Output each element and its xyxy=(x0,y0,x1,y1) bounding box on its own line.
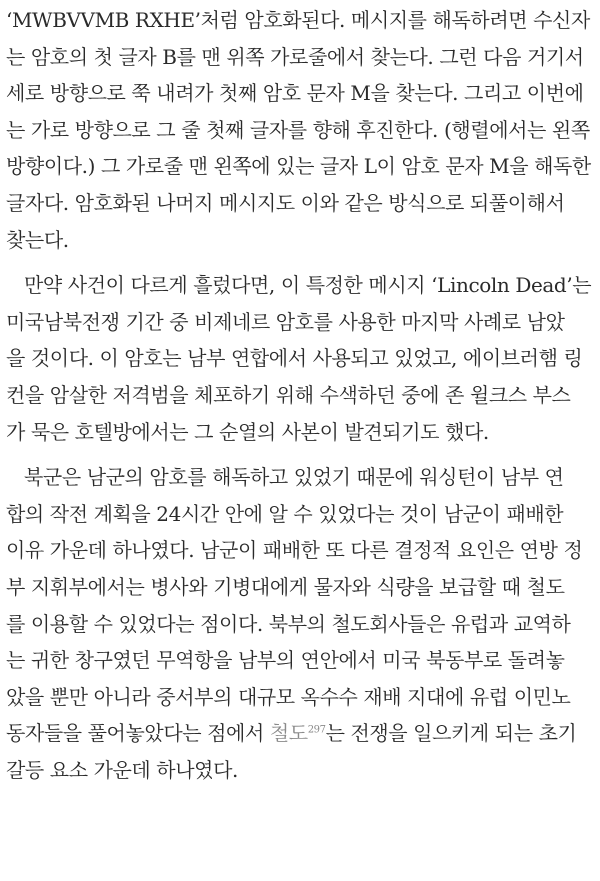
text-line: 북군은 남군의 암호를 해독하고 있었기 때문에 워싱턴이 남부 연 xyxy=(24,465,564,490)
text-line: 글자다. 암호화된 나머지 메시지도 이와 같은 방식으로 되풀이해서 xyxy=(6,190,565,215)
paragraph-spacer xyxy=(6,258,594,267)
paragraph-spacer xyxy=(6,450,594,459)
text-line-with-footnote xyxy=(6,715,594,752)
text-line: 부 지휘부에서는 병사와 기병대에게 물자와 식량을 보급할 때 철도 xyxy=(6,574,565,599)
text-line: 을 것이다. 이 암호는 남부 연합에서 사용되고 있었고, 에이브러햄 링 xyxy=(6,346,583,371)
book-page xyxy=(6,2,594,788)
text-line: 는 암호의 첫 글자 B를 맨 위쪽 가로줄에서 찾는다. 그런 다음 거기서 xyxy=(6,44,584,69)
text-line: 가 묵은 호텔방에서는 그 순열의 사본이 발견되기도 했다. xyxy=(6,419,489,444)
text-line: 미국남북전쟁 기간 중 비제네르 암호를 사용한 마지막 사례로 남았 xyxy=(6,309,565,334)
text-line: 세로 방향으로 쭉 내려가 첫째 암호 문자 M을 찾는다. 그리고 이번에 xyxy=(6,81,584,106)
text-line: 는 귀한 창구였던 무역항을 남부의 연안에서 미국 북동부로 돌려놓 xyxy=(6,648,565,673)
text-line: 방향이다.) 그 가로줄 맨 왼쪽에 있는 글자 L이 암호 문자 M을 해독한 xyxy=(6,154,591,179)
text-segment: 동자들을 풀어놓았다는 점에서 xyxy=(6,721,270,746)
paragraph-3 xyxy=(6,459,594,788)
text-line: 는 가로 방향으로 그 줄 첫째 글자를 향해 후진한다. (행렬에서는 왼쪽 xyxy=(6,117,590,142)
text-line: 합의 작전 계획을 24시간 안에 알 수 있었다는 것이 남군이 패배한 xyxy=(6,501,564,526)
text-line: 갈등 요소 가운데 하나였다. xyxy=(6,757,238,782)
text-line: ‘MWBVVMB RXHE’처럼 암호화된다. 메시지를 해독하려면 수신자 xyxy=(6,8,590,32)
footnote-marker[interactable]: 297 xyxy=(307,724,326,736)
text-line: 컨을 암살한 저격범을 체포하기 위해 수색하던 중에 존 윌크스 부스 xyxy=(6,382,571,407)
text-line: 만약 사건이 다르게 흘렀다면, 이 특정한 메시지 ‘Lincoln Dead’는 xyxy=(24,273,592,298)
text-line: 찾는다. xyxy=(6,227,69,252)
text-line: 이유 가운데 하나였다. 남군이 패배한 또 다른 결정적 요인은 연방 정 xyxy=(6,538,583,563)
text-segment: 는 전쟁을 일으키게 되는 초기 xyxy=(325,721,577,746)
footnoted-term: 철도 xyxy=(269,721,308,746)
paragraph-1 xyxy=(6,2,594,258)
text-line: 았을 뿐만 아니라 중서부의 대규모 옥수수 재배 지대에 유럽 이민노 xyxy=(6,684,571,709)
text-line: 를 이용할 수 있었다는 점이다. 북부의 철도회사들은 유럽과 교역하 xyxy=(6,611,571,636)
paragraph-2 xyxy=(6,267,594,450)
